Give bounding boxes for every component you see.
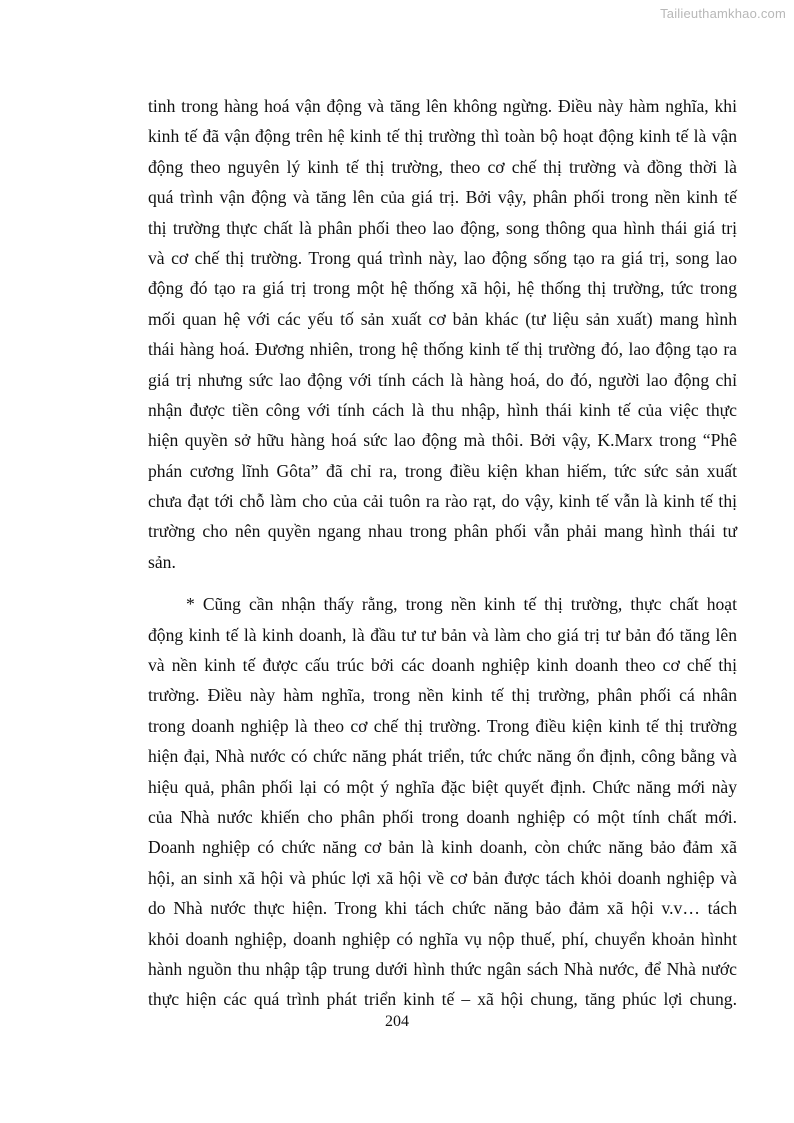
text-line: động kinh tế là kinh doanh, là đầu tư tư bản và làm cho giá trị tư bản đó tăng lên xyxy=(148,624,737,645)
text-line: và nền kinh tế được cấu trúc bởi các doanh nghiệp kinh doanh theo cơ chế thị xyxy=(148,655,737,676)
text-line: trường cho nên quyền ngang nhau trong phân phối vẫn phải mang hình thái tư xyxy=(148,521,737,542)
text-line: hành nguồn thu nhập tập trung dưới hình thức ngân sách Nhà nước, để Nhà nước xyxy=(148,958,737,979)
text-line: trong doanh nghiệp là theo cơ chế thị trường. Trong điều kiện kinh tế thị trường xyxy=(148,715,737,736)
text-line: chưa đạt tới chỗ làm cho của cải tuôn ra rào rạt, do vậy, kinh tế vẫn là kinh tế thị xyxy=(148,491,737,512)
text-line: sản. xyxy=(148,551,176,572)
text-line: do Nhà nước thực hiện. Trong khi tách chức năng bảo đảm xã hội v.v… tách xyxy=(148,898,737,919)
watermark-text: Tailieuthamkhao.com xyxy=(660,6,786,21)
text-line: hiệu quả, phân phối lại có một ý nghĩa đặc biệt quyết định. Chức năng mới này xyxy=(148,776,737,797)
text-line: động đó tạo ra giá trị trong một hệ thống xã hội, hệ thống thị trường, tức trong xyxy=(148,278,737,299)
text-line: động theo nguyên lý kinh tế thị trường, theo cơ chế thị trường và đồng thời là xyxy=(148,156,737,177)
page-number: 204 xyxy=(385,1013,409,1030)
text-line: Doanh nghiệp có chức năng cơ bản là kinh doanh, còn chức năng bảo đảm xã xyxy=(148,837,737,858)
paragraph-1 xyxy=(148,91,737,577)
text-line: quá trình vận động và tăng lên của giá trị. Bởi vậy, phân phối trong nền kinh tế xyxy=(148,187,737,208)
text-line: nhận được tiền công với tính cách là thu nhập, hình thái kinh tế của việc thực xyxy=(148,399,737,420)
text-line: và cơ chế thị trường. Trong quá trình này, lao động sống tạo ra giá trị, song lao xyxy=(148,247,737,268)
text-line: * Cũng cần nhận thấy rằng, trong nền kinh tế thị trường, thực chất hoạt xyxy=(186,594,737,615)
text-line: hiện quyền sở hữu hàng hoá sức lao động mà thôi. Bởi vậy, K.Marx trong “Phê xyxy=(148,430,737,451)
text-line: hiện đại, Nhà nước có chức năng phát triển, tức chức năng ổn định, công bằng và xyxy=(148,746,737,767)
text-line: trường. Điều này hàm nghĩa, trong nền kinh tế thị trường, phân phối cá nhân xyxy=(148,685,737,706)
text-line: thực hiện các quá trình phát triển kinh tế – xã hội chung, tăng phúc lợi chung. xyxy=(148,989,737,1010)
text-line: thị trường thực chất là phân phối theo lao động, song thông qua hình thái giá trị xyxy=(148,217,737,238)
text-line: của Nhà nước khiến cho phân phối trong doanh nghiệp có một tính chất mới. xyxy=(148,806,737,827)
text-line: giá trị nhưng sức lao động với tính cách là hàng hoá, do đó, người lao động chỉ xyxy=(148,369,737,390)
text-line: hội, an sinh xã hội và phúc lợi xã hội về cơ bản được tách khỏi doanh nghiệp và xyxy=(148,867,737,888)
text-line: kinh tế đã vận động trên hệ kinh tế thị trường thì toàn bộ hoạt động kinh tế là vận xyxy=(148,126,737,147)
text-line: thái hàng hoá. Đương nhiên, trong hệ thống kinh tế thị trường đó, lao động tạo ra xyxy=(148,339,737,360)
text-line: khỏi doanh nghiệp, doanh nghiệp có nghĩa vụ nộp thuế, phí, chuyển khoản hìnht xyxy=(148,928,737,949)
text-line: phán cương lĩnh Gôta” đã chỉ ra, trong điều kiện khan hiếm, tức sức sản xuất xyxy=(148,460,737,481)
paragraph-gap xyxy=(148,577,737,589)
text-line: tinh trong hàng hoá vận động và tăng lên không ngừng. Điều này hàm nghĩa, khi xyxy=(148,96,737,116)
paragraph-2 xyxy=(148,589,737,1014)
document-body xyxy=(148,91,737,1015)
text-line: mối quan hệ với các yếu tố sản xuất cơ bản khác (tư liệu sản xuất) mang hình xyxy=(148,308,737,329)
